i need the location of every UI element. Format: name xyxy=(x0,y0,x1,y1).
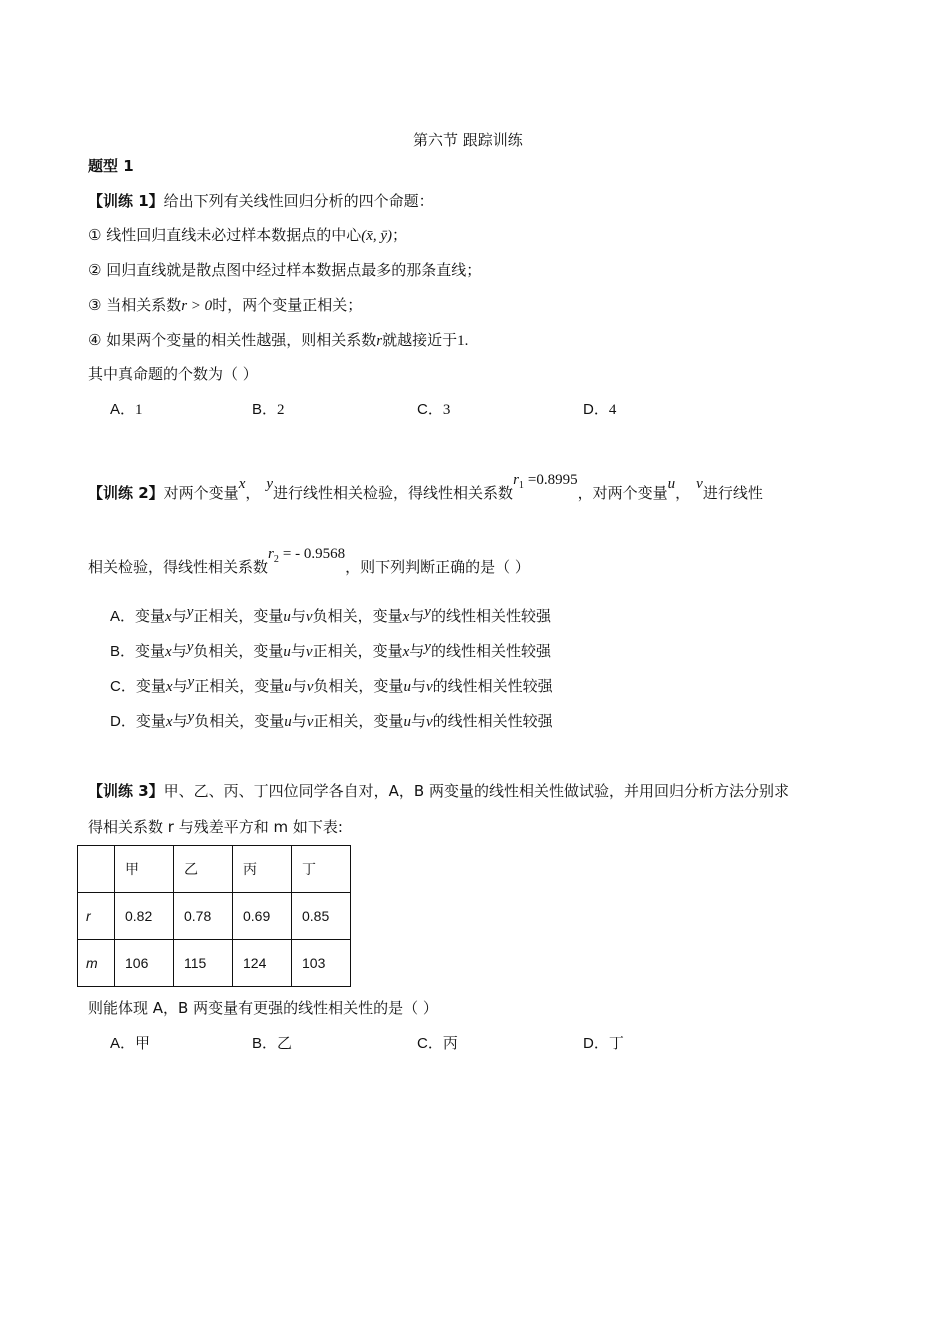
q2-text-e: 相关检验，得线性相关系数 xyxy=(88,558,269,576)
q2-option-a-var: v xyxy=(305,609,313,625)
q2-text-f: ，则下列判断正确的是（ ） xyxy=(345,558,530,576)
q2-option-a-text: 的线性相关性较强 xyxy=(430,607,551,625)
table-cell: 0.69 xyxy=(233,893,292,940)
q1-item-4-num: 1. xyxy=(457,333,469,349)
q2-option-c-var: v xyxy=(306,679,314,695)
q1-option-b[interactable] xyxy=(252,398,285,419)
q2-option-c-letter: C． xyxy=(110,678,136,695)
q1-item-1 xyxy=(88,224,407,245)
q1-item-1-math: (x̄, ȳ) xyxy=(361,228,393,244)
table-cell xyxy=(78,846,115,893)
q2-option-d-text: 与 xyxy=(172,712,188,730)
table-row-label: r xyxy=(78,893,115,940)
q2-option-a-text: 正相关，变量 xyxy=(193,607,284,625)
q2-option-d-text: 与 xyxy=(410,712,426,730)
q1-option-d-value: 4 xyxy=(608,402,617,418)
q2-option-d-letter: D． xyxy=(110,713,136,730)
q1-item-3-text: ③ 当相关系数 xyxy=(88,296,182,314)
table-cell: 115 xyxy=(174,940,233,987)
table-header-cell: 丙 xyxy=(233,846,292,893)
q2-option-c-text: 与 xyxy=(291,677,307,695)
q2-option-a-var: y xyxy=(186,604,194,620)
q3-option-d-letter: D． xyxy=(583,1035,609,1052)
q2-option-c-text: 变量 xyxy=(135,677,166,695)
q2-option-b-var: x xyxy=(402,644,410,660)
table-header-cell: 乙 xyxy=(174,846,233,893)
table-row xyxy=(78,846,351,893)
q2-option-c-text: 与 xyxy=(410,677,426,695)
q3-stem-line2: 得相关系数 r 与残差平方和 m 如下表: xyxy=(88,818,343,836)
q2-option-a-text: 变量 xyxy=(135,607,166,625)
q3-ask: 则能体现 A，B 两变量有更强的线性相关性的是（ ） xyxy=(88,999,438,1017)
q2-option-d-var: u xyxy=(403,714,411,730)
q3-option-d[interactable] xyxy=(583,1032,624,1053)
q2-option-c-var: u xyxy=(284,679,292,695)
q2-option-d-text: 与 xyxy=(291,712,307,730)
table-cell: 103 xyxy=(292,940,351,987)
q3-text-line1: 甲、乙、丙、丁四位同学各自对，A，B 两变量的线性相关性做试验，并用回归分析方法分别求 xyxy=(163,782,789,800)
section-heading: 题型 1 xyxy=(88,157,134,175)
q2-text-c: ，对两个变量 xyxy=(577,484,668,502)
q2-option-b-var: u xyxy=(283,644,291,660)
q1-item-4 xyxy=(88,329,468,350)
table-row xyxy=(78,893,351,940)
q1-item-3-math: r > 0 xyxy=(181,298,213,314)
q2-r1-value: =0.8995 xyxy=(527,472,578,488)
q1-item-1-text: ① 线性回归直线未必过样本数据点的中心 xyxy=(88,226,362,244)
q1-item-4-text: ④ 如果两个变量的相关性越强，则相关系数 xyxy=(88,331,377,349)
table-cell: 0.78 xyxy=(174,893,233,940)
table-cell: 106 xyxy=(115,940,174,987)
q2-option-c-text: 的线性相关性较强 xyxy=(432,677,553,695)
q1-option-a-value: 1 xyxy=(135,402,143,418)
q3-option-d-value: 丁 xyxy=(608,1034,624,1052)
q2-option-a-var: x xyxy=(165,609,172,625)
q2-option-d-text: 变量 xyxy=(135,712,166,730)
q2-option-a-text: 与 xyxy=(290,607,306,625)
q3-option-c-letter: C． xyxy=(417,1035,443,1052)
q2-option-a-letter: A． xyxy=(110,608,136,625)
q3-option-a[interactable] xyxy=(110,1032,150,1053)
q2-r2-sub: 2 xyxy=(273,554,279,565)
q2-option-c-text: 负相关，变量 xyxy=(313,677,404,695)
table-cell: 0.85 xyxy=(292,893,351,940)
q1-stem xyxy=(88,190,434,211)
q2-option-d-var: y xyxy=(187,709,195,725)
q2-text-d: 进行线性 xyxy=(702,484,763,502)
q3-option-b-value: 乙 xyxy=(277,1034,293,1052)
q2-option-d-text: 的线性相关性较强 xyxy=(432,712,553,730)
q2-option-b-text: 变量 xyxy=(135,642,166,660)
table-row-label: m xyxy=(78,940,115,987)
q3-option-c-value: 丙 xyxy=(442,1034,458,1052)
q2-option-c-var: y xyxy=(187,674,195,690)
q2-option-b-text: 与 xyxy=(409,642,425,660)
q1-item-4-math: r xyxy=(376,333,383,349)
q1-option-b-value: 2 xyxy=(277,402,285,418)
q2-text-a: 对两个变量 xyxy=(163,484,239,502)
q2-text-b: 进行线性相关检验，得线性相关系数 xyxy=(273,484,514,502)
table-cell: 0.82 xyxy=(115,893,174,940)
q2-option-b-var: x xyxy=(165,644,172,660)
q1-option-b-letter: B． xyxy=(252,401,278,418)
q1-item-3 xyxy=(88,294,362,315)
q2-sep2: ， xyxy=(675,484,691,502)
q2-r2-symbol: r xyxy=(268,546,274,562)
q3-tag: 【训练 3】 xyxy=(88,782,164,800)
q3-option-c[interactable] xyxy=(417,1032,458,1053)
q2-option-a[interactable] xyxy=(110,605,551,626)
q2-var-u: u xyxy=(667,476,676,492)
q1-tag: 【训练 1】 xyxy=(88,192,164,210)
q1-ask: 其中真命题的个数为（ ） xyxy=(88,365,258,383)
q2-stem-line2 xyxy=(88,546,530,579)
q2-option-d-var: x xyxy=(165,714,173,730)
q2-option-b-var: v xyxy=(305,644,313,660)
q2-stem-line1 xyxy=(88,472,763,505)
q2-option-c-var: u xyxy=(403,679,411,695)
q2-tag: 【训练 2】 xyxy=(88,484,164,502)
q2-option-b-var: y xyxy=(424,639,431,655)
q2-option-d-text: 负相关，变量 xyxy=(194,712,285,730)
page-title: 第六节 跟踪训练 xyxy=(413,131,523,149)
q2-option-b-text: 正相关，变量 xyxy=(312,642,403,660)
q3-stem-line1 xyxy=(88,780,789,801)
q3-option-b[interactable] xyxy=(252,1032,292,1053)
q2-option-c-var: v xyxy=(425,679,433,695)
q1-option-a[interactable] xyxy=(110,398,143,419)
q2-option-d-var: v xyxy=(306,714,314,730)
table-cell: 124 xyxy=(233,940,292,987)
q1-item-3-post: 时，两个变量正相关； xyxy=(212,296,363,314)
q2-sep1: ， xyxy=(245,484,261,502)
q2-option-b-text: 与 xyxy=(290,642,306,660)
q2-option-d-var: v xyxy=(425,714,433,730)
q2-option-d-var: u xyxy=(284,714,292,730)
q2-option-b[interactable] xyxy=(110,640,551,661)
q2-r1-symbol: r xyxy=(513,472,519,488)
q1-item-4-post: 就越接近于 xyxy=(382,331,458,349)
q2-option-a-text: 负相关，变量 xyxy=(312,607,403,625)
q2-option-b-text: 与 xyxy=(171,642,187,660)
q2-var-x: x xyxy=(238,476,246,492)
q2-r2-value: = - 0.9568 xyxy=(282,546,346,562)
q1-item-2-text: ② 回归直线就是散点图中经过样本数据点最多的那条直线； xyxy=(88,261,482,279)
table-header-cell: 甲 xyxy=(115,846,174,893)
q2-option-d[interactable] xyxy=(110,710,553,731)
q2-option-a-text: 与 xyxy=(171,607,187,625)
q1-option-d-letter: D． xyxy=(583,401,609,418)
q2-option-b-text: 负相关，变量 xyxy=(193,642,284,660)
q2-option-a-var: x xyxy=(402,609,410,625)
q1-option-a-letter: A． xyxy=(110,401,136,418)
q3-table xyxy=(77,845,351,987)
q1-item-2 xyxy=(88,259,481,280)
q2-r1-sub: 1 xyxy=(518,480,524,491)
q2-option-b-var: y xyxy=(186,639,194,655)
q2-option-c-var: x xyxy=(165,679,173,695)
q1-option-c-letter: C． xyxy=(417,401,443,418)
q1-item-1-post: ； xyxy=(392,226,408,244)
q3-option-b-letter: B． xyxy=(252,1035,278,1052)
q2-option-d-text: 正相关，变量 xyxy=(313,712,404,730)
q2-option-a-var: y xyxy=(424,604,431,620)
q2-option-b-letter: B． xyxy=(110,643,136,660)
q2-option-b-text: 的线性相关性较强 xyxy=(430,642,551,660)
table-header-cell: 丁 xyxy=(292,846,351,893)
q1-option-d[interactable] xyxy=(583,398,616,419)
q2-option-c[interactable] xyxy=(110,675,553,696)
q2-option-c-text: 与 xyxy=(172,677,188,695)
q2-option-c-text: 正相关，变量 xyxy=(194,677,285,695)
q2-var-y: y xyxy=(266,476,274,492)
q2-option-a-var: u xyxy=(283,609,291,625)
q1-option-c-value: 3 xyxy=(442,402,451,418)
q1-option-c[interactable] xyxy=(417,398,450,419)
table-row xyxy=(78,940,351,987)
q3-option-a-letter: A． xyxy=(110,1035,136,1052)
q2-option-a-text: 与 xyxy=(409,607,425,625)
q3-option-a-value: 甲 xyxy=(135,1034,151,1052)
q1-stem-text: 给出下列有关线性回归分析的四个命题： xyxy=(163,192,434,210)
q2-var-v: v xyxy=(696,476,703,492)
